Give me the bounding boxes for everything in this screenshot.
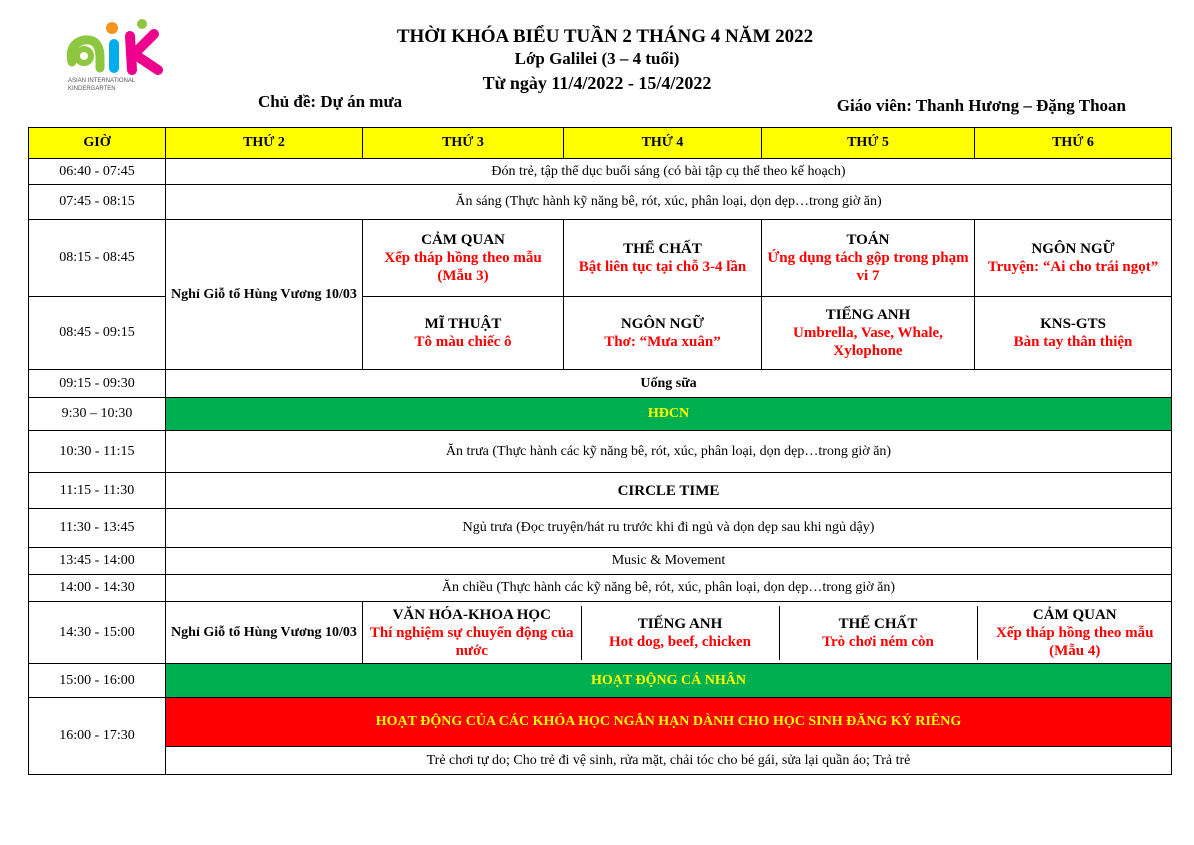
topic: Chủ đề: Dự án mưa [258, 92, 403, 111]
activity-cell: Uống sữa [166, 370, 1172, 398]
holiday-cell: Nghỉ Giỗ tổ Hùng Vương 10/03 [166, 220, 363, 370]
time-cell: 09:15 - 09:30 [29, 370, 166, 398]
lesson-detail: Trò chơi ném còn [822, 633, 934, 650]
lesson-cell [762, 297, 975, 370]
lesson-subject: TOÁN [846, 232, 890, 248]
activity-cell: Ăn trưa (Thực hành các kỹ năng bê, rót, xúc, phân loại, dọn dẹp…trong giờ ăn) [166, 431, 1172, 473]
lesson-detail: Truyện: “Ai cho trái ngọt” [987, 259, 1159, 275]
time-cell: 07:45 - 08:15 [29, 185, 166, 220]
table-row [29, 220, 1172, 297]
page-title: THỜI KHÓA BIỂU TUẦN 2 THÁNG 4 NĂM 2022 [396, 26, 814, 47]
time-cell: 15:00 - 16:00 [29, 664, 166, 698]
lesson-detail: Xếp tháp hồng theo mẫu (Mẫu 4) [995, 624, 1154, 659]
lesson-detail: Thí nghiệm sự chuyển động của nước [369, 624, 574, 659]
table-row [29, 698, 1172, 747]
lesson-subject: CẢM QUAN [421, 232, 505, 248]
col-mon: THỨ 2 [166, 128, 363, 159]
lesson-cell [762, 220, 975, 297]
lesson-detail: Bật liên tục tại chỗ 3-4 lần [578, 259, 747, 275]
class-line: Lớp Galilei (3 – 4 tuổi) [514, 49, 680, 68]
lesson-subject: VĂN HÓA-KHOA HỌC [392, 606, 551, 623]
table-row [29, 548, 1172, 575]
lesson-detail: Umbrella, Vase, Whale, Xylophone [793, 325, 943, 359]
col-fri: THỨ 6 [975, 128, 1172, 159]
lesson-cell [564, 220, 762, 297]
table-row [29, 664, 1172, 698]
time-cell: 08:15 - 08:45 [29, 220, 166, 297]
time-cell: 14:00 - 14:30 [29, 575, 166, 602]
lesson-detail: Thơ: “Mưa xuân” [604, 334, 721, 350]
afternoon-lessons [363, 602, 1172, 664]
activity-cell: Ăn chiều (Thực hành các kỹ năng bê, rót, xúc, phân loại, dọn dẹp…trong giờ ăn) [166, 575, 1172, 602]
activity-cell: Đón trẻ, tập thể dục buổi sáng (có bài tập cụ thể theo kế hoạch) [166, 159, 1172, 185]
table-row [29, 159, 1172, 185]
time-cell: 16:00 - 17:30 [29, 698, 166, 775]
table-row [29, 747, 1172, 775]
table-row [29, 473, 1172, 509]
activity-cell: HOẠT ĐỘNG CÁ NHÂN [166, 664, 1172, 698]
lesson-detail: Hot dog, beef, chicken [608, 633, 752, 650]
time-cell: 14:30 - 15:00 [29, 602, 166, 664]
table-row [29, 185, 1172, 220]
time-cell: 11:30 - 13:45 [29, 509, 166, 548]
col-thu: THỨ 5 [762, 128, 975, 159]
time-cell: 06:40 - 07:45 [29, 159, 166, 185]
time-cell: 11:15 - 11:30 [29, 473, 166, 509]
lesson-cell [581, 606, 779, 660]
col-time: GIỜ [29, 128, 166, 159]
logo-line2: KINDERGARTEN [68, 86, 116, 92]
lesson-subject: THỂ CHẤT [623, 241, 702, 257]
date-range: Từ ngày 11/4/2022 - 15/4/2022 [482, 73, 712, 93]
activity-cell: Ngủ trưa (Đọc truyện/hát ru trước khi đi ngủ và dọn dẹp sau khi ngủ dậy) [166, 509, 1172, 548]
lesson-subject: CẢM QUAN [1032, 606, 1117, 623]
lesson-subject: MĨ THUẬT [424, 316, 502, 332]
teacher: Giáo viên: Thanh Hương – Đặng Thoan [836, 96, 1126, 115]
lesson-cell [975, 297, 1172, 370]
activity-cell: Music & Movement [166, 548, 1172, 575]
time-cell: 13:45 - 14:00 [29, 548, 166, 575]
lesson-cell [363, 606, 581, 660]
header-row [29, 128, 1172, 159]
lesson-subject: NGÔN NGỮ [1031, 241, 1115, 257]
time-cell: 10:30 - 11:15 [29, 431, 166, 473]
lesson-cell [977, 606, 1172, 660]
holiday-cell: Nghỉ Giỗ tổ Hùng Vương 10/03 [166, 602, 363, 664]
lesson-subject: TIẾNG ANH [825, 307, 911, 323]
lesson-cell [779, 606, 977, 660]
table-row [29, 575, 1172, 602]
lesson-detail: Xếp tháp hồng theo mẫu (Mẫu 3) [384, 250, 542, 284]
lesson-subject: NGÔN NGỮ [620, 316, 705, 332]
lesson-cell [975, 220, 1172, 297]
activity-cell: HĐCN [166, 398, 1172, 431]
table-row [29, 509, 1172, 548]
time-cell: 9:30 – 10:30 [29, 398, 166, 431]
table-row [29, 398, 1172, 431]
lesson-subject: THỂ CHẤT [838, 615, 918, 632]
timetable [28, 127, 1172, 775]
col-tue: THỨ 3 [363, 128, 564, 159]
table-row [29, 431, 1172, 473]
activity-cell: Ăn sáng (Thực hành kỹ năng bê, rót, xúc, phân loại, dọn dẹp…trong giờ ăn) [166, 185, 1172, 220]
time-cell: 08:45 - 09:15 [29, 297, 166, 370]
col-wed: THỨ 4 [564, 128, 762, 159]
lesson-detail: Tô màu chiếc ô [414, 334, 512, 350]
logo-line1: ASIAN INTERNATIONAL [68, 78, 136, 84]
activity-cell: Trẻ chơi tự do; Cho trẻ đi vệ sinh, rửa mặt, chải tóc cho bé gái, sửa lại quần áo; Trả trẻ [166, 747, 1172, 775]
lesson-subject: KNS-GTS [1040, 316, 1106, 332]
afternoon-lessons-grid [363, 606, 1172, 660]
lesson-detail: Ứng dụng tách gộp trong phạm vi 7 [767, 250, 969, 284]
lesson-detail: Bàn tay thân thiện [1013, 334, 1133, 350]
activity-cell: HOẠT ĐỘNG CỦA CÁC KHÓA HỌC NGẮN HẠN DÀNH CHO HỌC SINH ĐĂNG KÝ RIÊNG [166, 698, 1172, 747]
lesson-cell [363, 220, 564, 297]
table-row [29, 370, 1172, 398]
activity-cell: CIRCLE TIME [166, 473, 1172, 509]
lesson-cell [363, 297, 564, 370]
lesson-subject: TIẾNG ANH [637, 615, 723, 632]
lesson-cell [564, 297, 762, 370]
table-row [29, 602, 1172, 664]
